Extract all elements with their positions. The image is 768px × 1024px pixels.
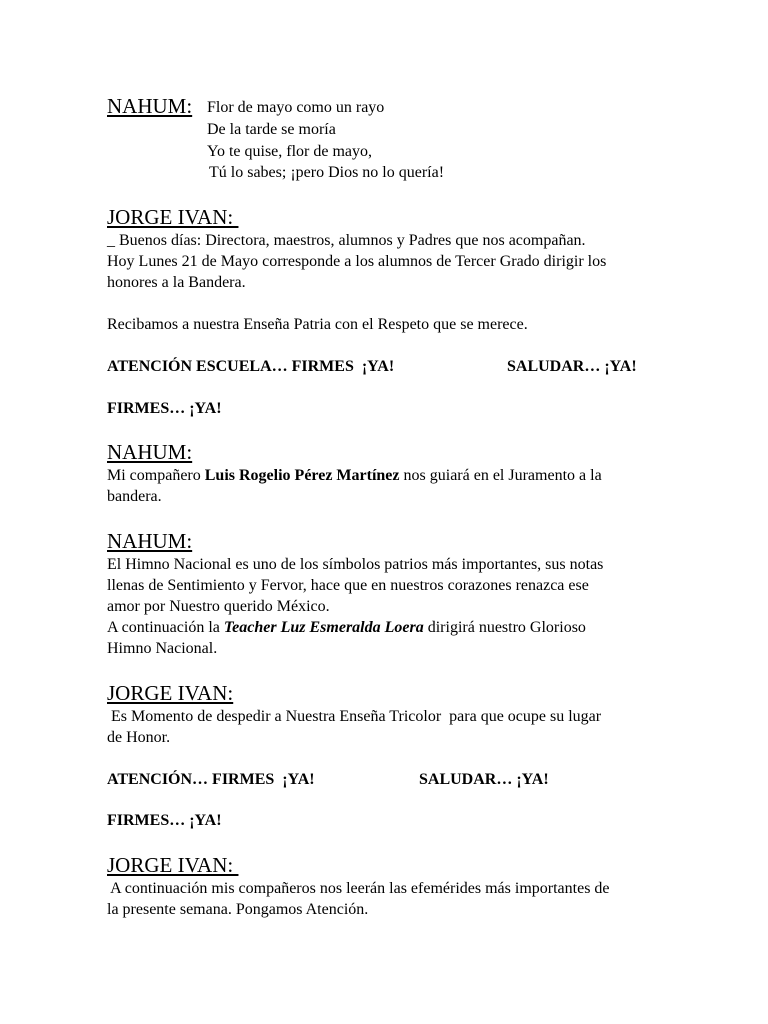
verse-line: Tú lo sabes; ¡pero Dios no lo quería! [209,164,445,181]
text-segment: Mi compañero [107,467,205,484]
speaker-heading: NAHUM: [107,440,193,464]
paragraph-line: honores a la Bandera. [107,274,246,291]
paragraph-line: llenas de Sentimiento y Fervor, hace que en nuestros corazones renazca ese [107,577,589,594]
speaker-heading: NAHUM: [107,529,193,553]
paragraph-line: El Himno Nacional es uno de los símbolos patrios más importantes, sus notas [107,556,604,573]
paragraph-line: Es Momento de despedir a Nuestra Enseña Tricolor para que ocupe su lugar [107,708,602,725]
command-line: SALUDAR… ¡YA! [507,358,637,375]
speaker-heading: JORGE IVAN: [107,853,239,877]
verse-line: Yo te quise, flor de mayo, [207,143,373,160]
paragraph-line [107,617,667,638]
paragraph-line: amor por Nuestro querido México. [107,598,330,615]
paragraph-line: de Honor. [107,729,171,746]
text-segment: A continuación la [107,619,224,636]
student-name: Luis Rogelio Pérez Martínez [204,467,400,484]
command-line: ATENCIÓN ESCUELA… FIRMES ¡YA! [107,358,395,375]
paragraph-line: Hoy Lunes 21 de Mayo corresponde a los alumnos de Tercer Grado dirigir los [107,253,607,270]
command-line: SALUDAR… ¡YA! [419,771,549,788]
teacher-name: Teacher Luz Esmeralda Loera [223,619,424,636]
paragraph-line: la presente semana. Pongamos Atención. [107,901,369,918]
paragraph-line: A continuación mis compañeros nos leerán las efemérides más importantes de [107,880,610,897]
text-segment: nos guiará en el Juramento a la [399,467,602,484]
text-segment: dirigirá nuestro Glorioso [423,619,586,636]
paragraph-line: bandera. [107,488,162,505]
command-line: ATENCIÓN… FIRMES ¡YA! [107,771,315,788]
command-line: FIRMES… ¡YA! [107,812,222,829]
verse-line: Flor de mayo como un rayo [207,99,385,116]
speaker-heading: NAHUM: [107,94,193,118]
command-line: FIRMES… ¡YA! [107,400,222,417]
verse-line: De la tarde se moría [207,121,336,138]
paragraph-line: Himno Nacional. [107,640,218,657]
paragraph-line: _ Buenos días: Directora, maestros, alumnos y Padres que nos acompañan. [107,232,586,249]
paragraph-line [107,465,667,486]
speaker-heading: JORGE IVAN: [107,681,234,705]
paragraph-line: Recibamos a nuestra Enseña Patria con el Respeto que se merece. [107,316,528,333]
speaker-heading: JORGE IVAN: [107,205,239,229]
